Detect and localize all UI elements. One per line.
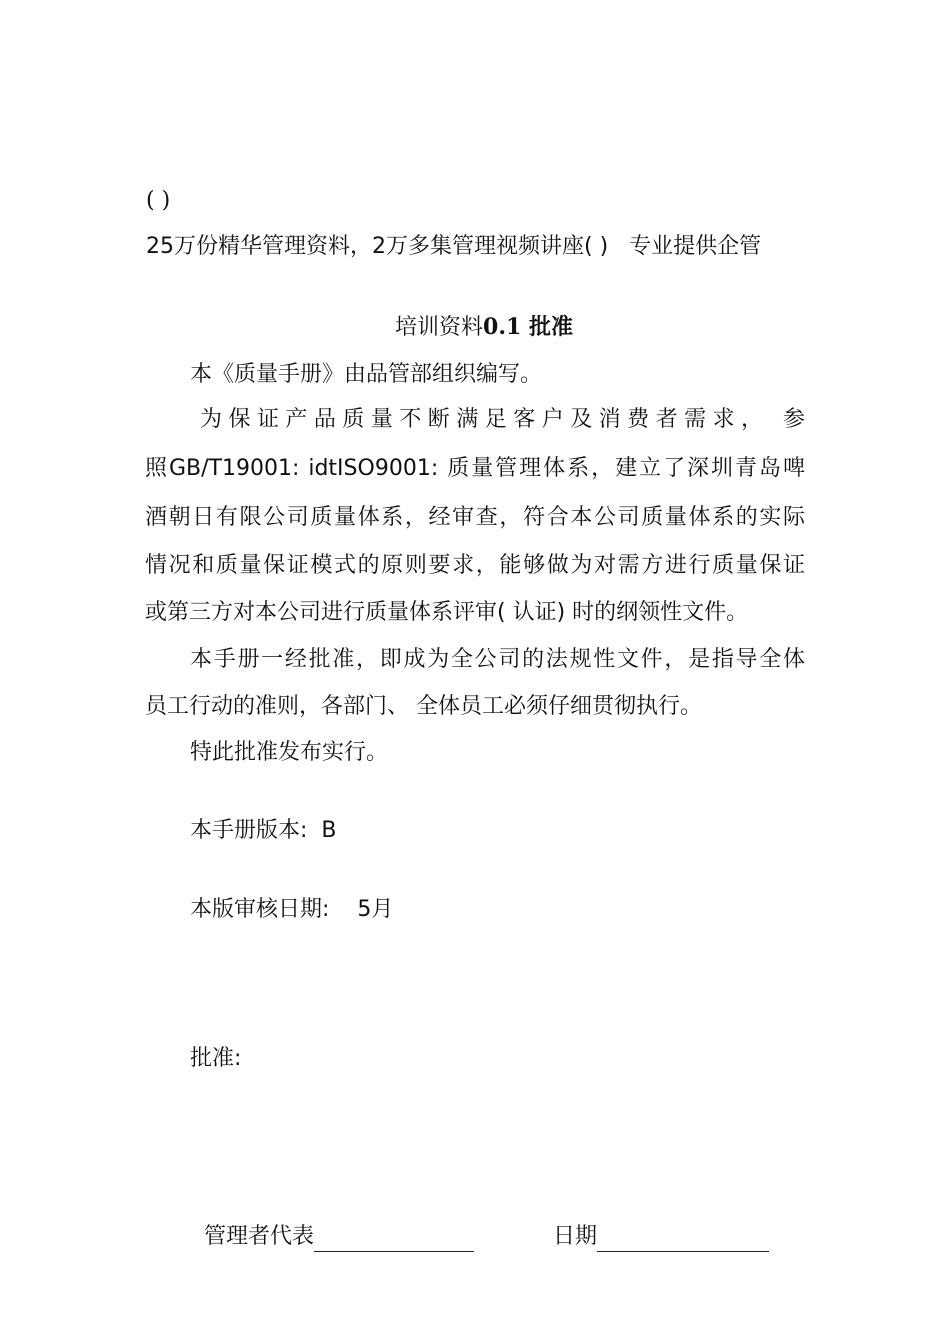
header-title-line2 — [381, 282, 573, 343]
header-title-line2-bold: 0.1 批准 — [483, 314, 573, 340]
approve-label: 批准: — [190, 1046, 242, 1071]
para2-line5: 或第三方对本公司进行质量体系评审( 认证) 时的纲领性文件。 — [145, 600, 749, 625]
header-title-line1: 25万份精华管理资料，2万多集管理视频讲座( ) 专业提供企管 — [146, 234, 762, 259]
para2-line1: 为保证产品质量不断满足客户及消费者需求， 参 — [200, 407, 805, 432]
sign-date-label: 日期 — [553, 1224, 598, 1249]
para2-line4: 情况和质量保证模式的原则要求，能够做为对需方进行质量保证 — [145, 553, 805, 578]
rep-label: 管理者代表 — [204, 1224, 315, 1249]
para3-line1: 本手册一经批准，即成为全公司的法规性文件，是指导全体 — [190, 647, 805, 672]
rep-signature-line — [314, 1229, 474, 1252]
sign-date-line — [597, 1229, 769, 1252]
para2-line3: 酒朝日有限公司质量体系，经审查，符合本公司质量体系的实际 — [145, 505, 805, 530]
header-title-line2-prefix: 培训资料 — [395, 315, 484, 340]
para4: 特此批准发布实行。 — [190, 740, 389, 765]
para2-line2: 照GB/T19001: idtISO9001: 质量管理体系，建立了深圳青岛啤 — [145, 456, 805, 481]
version-label: 本手册版本: B — [190, 818, 337, 843]
para1: 本《质量手册》由品管部组织编写。 — [190, 362, 543, 387]
rep-signature-row — [190, 1192, 474, 1252]
para3-line2: 员工行动的准则，各部门、 全体员工必须仔细贯彻执行。 — [145, 694, 702, 719]
review-date-label: 本版审核日期: 5月 — [190, 897, 394, 922]
header-parens: ( ) — [146, 188, 171, 213]
date-signature-row — [539, 1192, 769, 1252]
